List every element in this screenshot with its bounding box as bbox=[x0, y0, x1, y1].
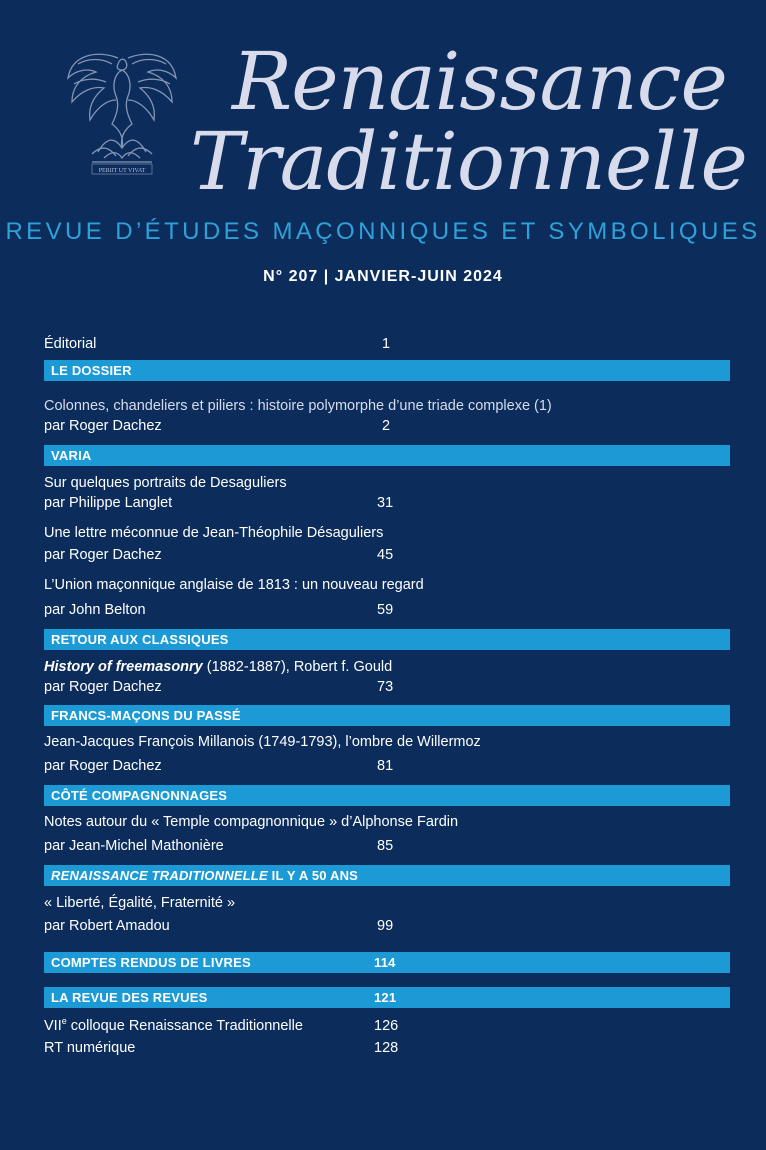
entry-author: par Roger Dachez bbox=[44, 679, 162, 695]
toc-entry-varia-1[interactable] bbox=[44, 473, 730, 513]
section-heading: COMPTES RENDUS DE LIVRES bbox=[51, 955, 251, 970]
section-header-comptes-rendus[interactable] bbox=[44, 952, 730, 973]
entry-author: par Roger Dachez bbox=[44, 758, 162, 774]
entry-title: Une lettre méconnue de Jean-Théophile Désaguliers bbox=[44, 525, 384, 541]
entry-author: par Roger Dachez bbox=[44, 547, 162, 563]
toc-entry-passe[interactable] bbox=[44, 732, 730, 776]
section-heading: FRANCS-MAÇONS DU PASSÉ bbox=[51, 708, 241, 723]
section-heading: VARIA bbox=[51, 448, 92, 463]
entry-page: 45 bbox=[377, 547, 394, 563]
entry-page: 128 bbox=[374, 1040, 399, 1056]
section-header-varia bbox=[44, 445, 730, 466]
entry-title-italic: History of freemasonry bbox=[44, 659, 203, 675]
journal-title-line-1: Renaissance bbox=[232, 35, 727, 128]
entry-author: par Jean-Michel Mathonière bbox=[44, 838, 224, 854]
entry-title: Colonnes, chandeliers et piliers : histoire polymorphe d’une triade complexe (1) bbox=[44, 398, 552, 414]
section-header-revue-des-revues[interactable] bbox=[44, 987, 730, 1008]
entry-page: 85 bbox=[377, 838, 394, 854]
issue-number: N° 207 | JANVIER-JUIN 2024 bbox=[263, 268, 503, 285]
entry-title: L’Union maçonnique anglaise de 1813 : un nouveau regard bbox=[44, 577, 424, 593]
section-header-classiques bbox=[44, 629, 730, 650]
section-page: 114 bbox=[374, 955, 396, 970]
entry-page: 2 bbox=[382, 418, 391, 434]
toc-entry-dossier[interactable] bbox=[44, 396, 730, 436]
entry-page: 1 bbox=[382, 336, 391, 352]
phoenix-emblem-icon bbox=[58, 40, 186, 180]
table-of-contents bbox=[44, 334, 730, 1058]
entry-page: 81 bbox=[377, 758, 394, 774]
toc-entry-classiques[interactable] bbox=[44, 657, 730, 697]
section-header-50-ans bbox=[44, 865, 730, 886]
toc-entry-varia-3[interactable] bbox=[44, 575, 730, 620]
toc-entry-colloque[interactable] bbox=[44, 1016, 730, 1036]
entry-author: par Robert Amadou bbox=[44, 918, 170, 934]
entry-title-sup: e bbox=[61, 1016, 67, 1027]
entry-page: 73 bbox=[377, 679, 394, 695]
entry-title: Éditorial bbox=[44, 336, 97, 352]
entry-title: Notes autour du « Temple compagnonnique » d’Alphonse Fardin bbox=[44, 814, 459, 830]
entry-title-prefix: VII bbox=[44, 1018, 62, 1034]
entry-page: 31 bbox=[377, 495, 394, 511]
journal-title-line-2: Traditionnelle bbox=[190, 115, 747, 208]
entry-title: colloque Renaissance Traditionnelle bbox=[66, 1018, 303, 1034]
entry-page: 126 bbox=[374, 1018, 399, 1034]
entry-author: par John Belton bbox=[44, 602, 146, 618]
section-header-dossier bbox=[44, 360, 730, 381]
entry-page: 99 bbox=[377, 918, 394, 934]
entry-author: par Roger Dachez bbox=[44, 418, 162, 434]
logo-motto: PERIIT UT VIVAT bbox=[98, 168, 146, 174]
section-heading-rest: IL Y A 50 ANS bbox=[267, 868, 359, 883]
section-page: 121 bbox=[374, 990, 397, 1005]
section-heading: RETOUR AUX CLASSIQUES bbox=[51, 632, 229, 647]
entry-title: Jean-Jacques François Millanois (1749-1793), l’ombre de Willermoz bbox=[44, 734, 481, 750]
section-header-passe bbox=[44, 705, 730, 726]
journal-subtitle: REVUE D’ÉTUDES MAÇONNIQUES ET SYMBOLIQUES bbox=[5, 218, 761, 245]
section-heading: CÔTÉ COMPAGNONNAGES bbox=[51, 788, 228, 803]
entry-title: Sur quelques portraits de Desaguliers bbox=[44, 475, 287, 491]
toc-entry-50-ans[interactable] bbox=[44, 893, 730, 936]
toc-entry-rt-numerique[interactable] bbox=[44, 1038, 730, 1058]
toc-entry-editorial[interactable] bbox=[44, 334, 730, 354]
entry-page: 59 bbox=[377, 602, 394, 618]
entry-title: RT numérique bbox=[44, 1040, 136, 1056]
toc-entry-varia-2[interactable] bbox=[44, 523, 730, 565]
section-heading: LE DOSSIER bbox=[51, 363, 132, 378]
toc-entry-compagnonnages[interactable] bbox=[44, 812, 730, 856]
entry-author: par Philippe Langlet bbox=[44, 495, 173, 511]
entry-title: « Liberté, Égalité, Fraternité » bbox=[44, 895, 236, 911]
entry-title-rest: (1882-1887), Robert f. Gould bbox=[202, 659, 393, 675]
section-header-compagnonnages bbox=[44, 785, 730, 806]
section-heading: LA REVUE DES REVUES bbox=[51, 990, 208, 1005]
section-heading-italic: RENAISSANCE TRADITIONNELLE bbox=[51, 868, 268, 883]
